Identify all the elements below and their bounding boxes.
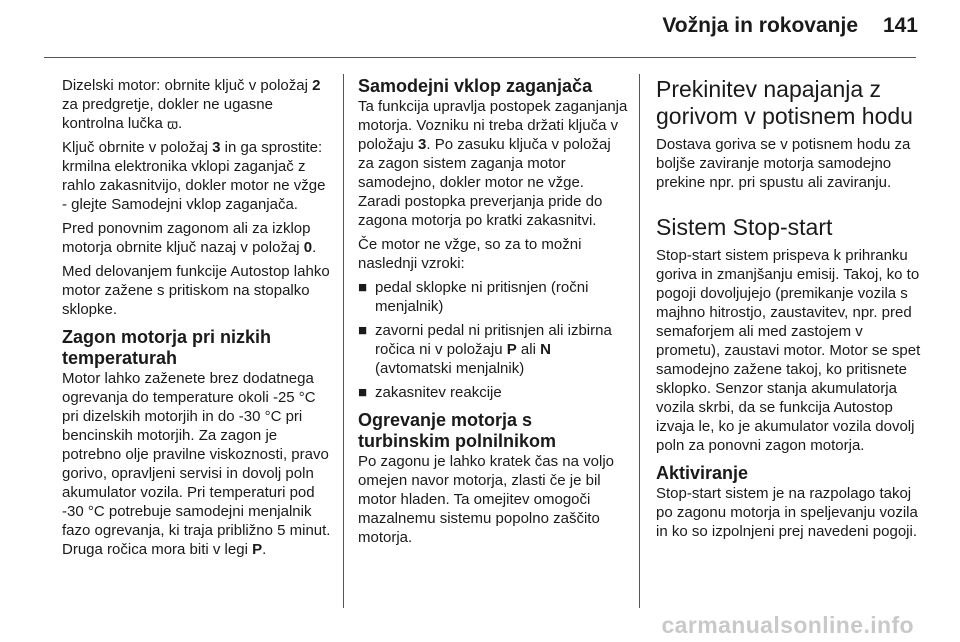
paragraph-cold-start: Motor lahko zaženete brez dodatnega ogrevanja do temperature okoli -25 °C pri dizelskih motorjih in do -30 °C pri bencinskih motorjih. Za zagon je potrebno olje pravilne viskoznosti, pravo gorivo, opravljeni servisi in dovolj poln akumulator vozila. Pri temperaturi pod -30 °C potrebuje samodejni menjalnik fazo ogrevanja, ki traja približno 5 minut. Druga ročica mora biti v legi P. [62,370,331,558]
heading-cold-start: Zagon motorja pri nizkih temperaturah [62,327,272,368]
paragraph-turbo-warmup: Po zagonu je lahko kratek čas na voljo omejen navor motorja, zlasti če je bil motor hladen. Ta omejitev omogoči mazalnemu sistemu popolno zaščito motorja. [358,453,614,546]
heading-activation: Aktiviranje [656,463,749,483]
paragraph-activation: Stop-start sistem je na razpolago takoj po zagonu motorja in speljevanju vozila in ko so izpolnjeni prej navedeni pogoji. [656,485,918,540]
heading-stop-start: Sistem Stop-start [656,214,833,240]
column-1 [62,76,334,564]
list-item: ■ pedal sklopke ni pritisnjen (ročni menjalnik) [358,279,589,315]
glow-plug-icon: ϖ [167,116,178,132]
section-title: Vožnja in rokovanje [662,14,858,37]
column-divider-2 [639,74,640,608]
causes-list [358,278,628,402]
page-number: 141 [882,14,918,37]
paragraph-key-position-3: Ključ obrnite v položaj 3 in ga sprostite: krmilna elektronika vklopi zaganjač z rahlo zakasnitvijo, dokler motor ne vžge - glejte Samodejni vklop zaganjača. [62,139,326,213]
bullet-icon: ■ [358,384,368,401]
paragraph-auto-starter: Ta funkcija upravlja postopek zaganjanja motorja. Vozniku ni treba držati ključa v položaju 3. Po zasuku ključa v položaj za zagon sistem zaganja motor samodejno, dokler motor ne vžge. Zaradi postopka preverjanja pride do zagona motorja po kratki zakasnitvi. [358,98,628,229]
paragraph-fuel-cutoff: Dostava goriva se v potisnem hodu za boljše zaviranje motorja samodejno prekine npr. pri spustu ali zaviranju. [656,136,911,191]
paragraph-causes-intro: Če motor ne vžge, so za to možni naslednji vzroki: [358,236,582,272]
paragraph-diesel-preglow: Dizelski motor: obrnite ključ v položaj 2 za predgretje, dokler ne ugasne kontrolna lučka ϖ. [62,77,321,132]
list-item: ■ zakasnitev reakcije [358,384,502,401]
paragraph-stop-start: Stop-start sistem prispeva k prihranku goriva in zmanjšanju emisij. Takoj, ko to pogoji dovoljujejo (premikanje vozila s majhno hitrostjo, zaustavitev, npr. pred semaforjem ali med zastojem v prometu), zaustavi motor. Motor se spet samodejno zažene takoj, ko pritisnete sklopko. Senzor stanja akumulatorja vozila skrbi, da se funkcija Autostop izvaja le, ko je akumulator vozila dovolj poln za ponovni zagon motorja. [656,247,921,454]
bullet-icon: ■ [358,322,368,339]
column-2 [358,76,628,552]
paragraph-autostop: Med delovanjem funkcije Autostop lahko motor zažene s pritiskom na stopalko sklopke. [62,263,330,318]
bullet-icon: ■ [358,279,368,296]
paragraph-restart: Pred ponovnim zagonom ali za izklop motorja obrnite ključ nazaj v položaj 0. [62,220,317,256]
heading-turbo-warmup: Ogrevanje motorja s turbinskim polnilnikom [358,410,557,451]
page-header [0,0,960,58]
column-3 [656,76,926,546]
heading-fuel-cutoff: Prekinitev napajanja z gorivom v potisnem hodu [656,76,913,129]
heading-auto-starter: Samodejni vklop zaganjača [358,76,593,96]
header-divider [44,57,916,58]
list-item: ■ zavorni pedal ni pritisnjen ali izbirna ročica ni v položaju P ali N (avtomatski menjalnik) [358,322,612,377]
column-divider-1 [343,74,344,608]
watermark: carmanualsonline.info [661,612,914,638]
